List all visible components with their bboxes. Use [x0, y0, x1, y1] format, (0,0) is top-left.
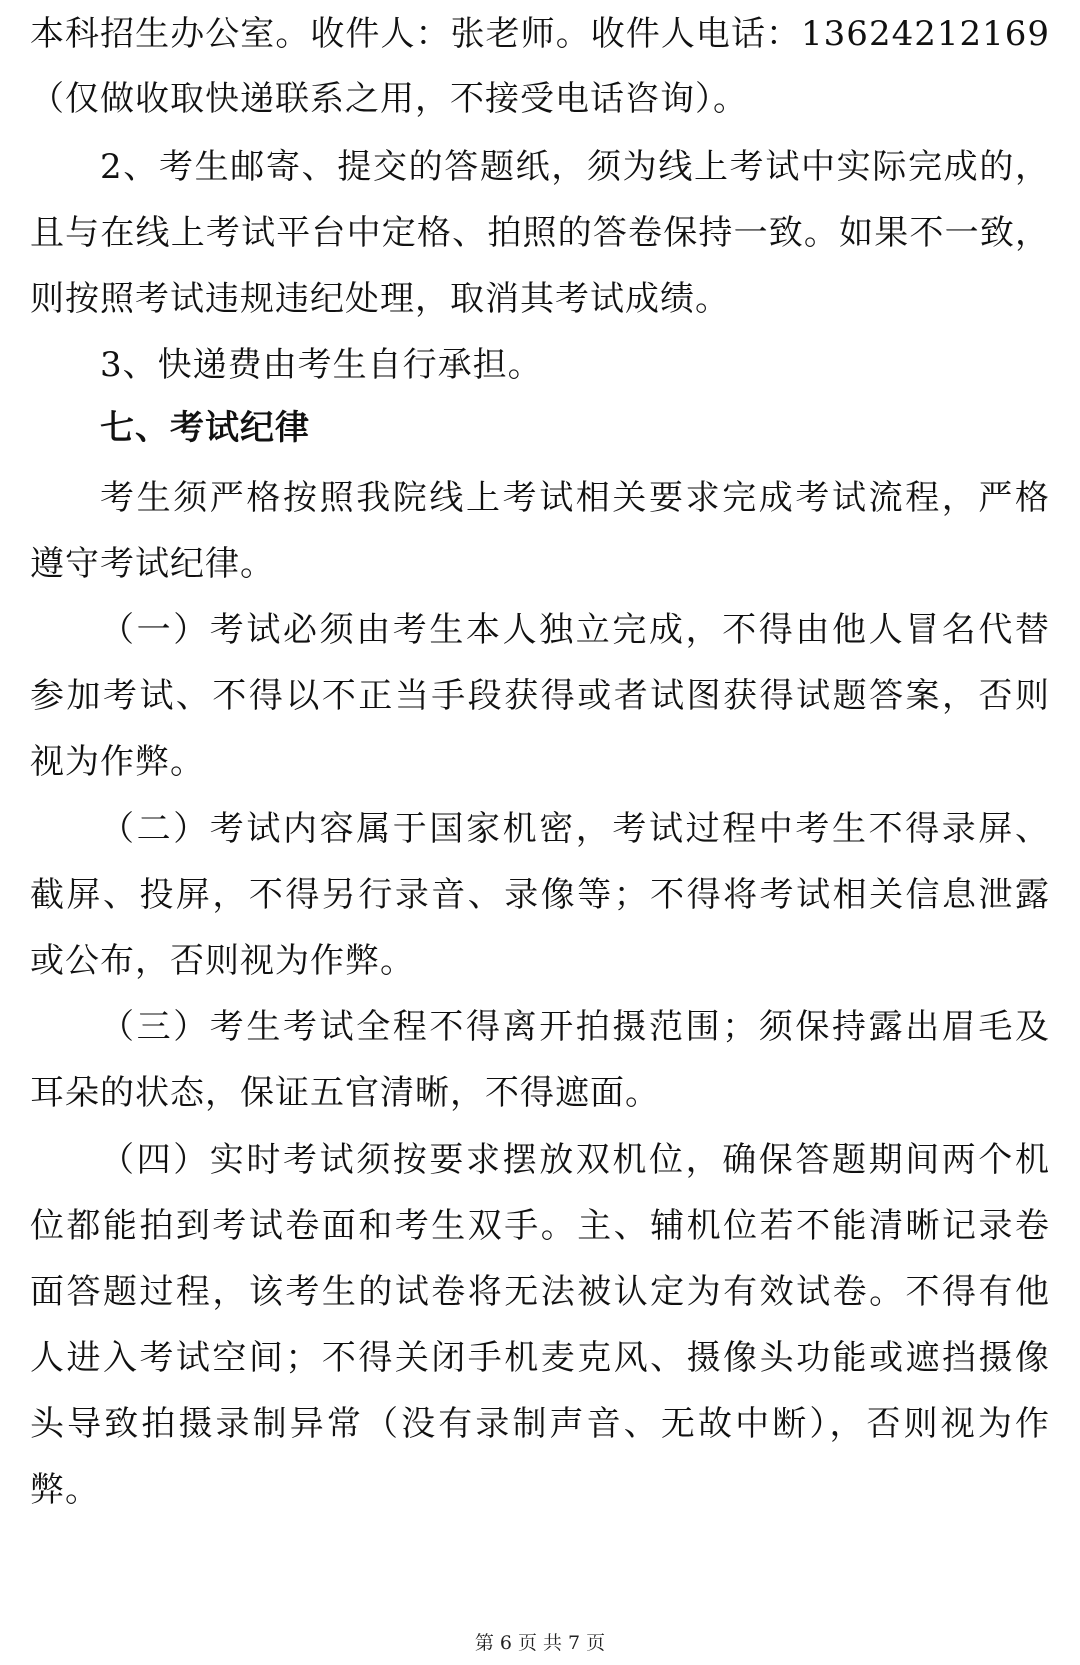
paragraph-line-13: （二）考试内容属于国家机密，考试过程中考生不得录屏、: [100, 809, 1050, 849]
paragraph-line-8: 考生须严格按照我院线上考试相关要求完成考试流程，严格: [100, 478, 1050, 518]
paragraph-line-16: （三）考生考试全程不得离开拍摄范围；须保持露出眉毛及: [100, 1007, 1050, 1047]
paragraph-line-17: 耳朵的状态，保证五官清晰，不得遮面。: [30, 1073, 660, 1113]
paragraph-line-9: 遵守考试纪律。: [30, 544, 275, 584]
paragraph-line-19: 位都能拍到考试卷面和考生双手。主、辅机位若不能清晰记录卷: [30, 1206, 1050, 1246]
paragraph-line-22: 头导致拍摄录制异常（没有录制声音、无故中断），否则视为作: [30, 1404, 1050, 1444]
paragraph-line-23: 弊。: [30, 1470, 100, 1510]
paragraph-line-14: 截屏、投屏，不得另行录音、录像等；不得将考试相关信息泄露: [30, 875, 1050, 915]
paragraph-line-5: 则按照考试违规违纪处理，取消其考试成绩。: [30, 279, 730, 319]
paragraph-line-18: （四）实时考试须按要求摆放双机位，确保答题期间两个机: [100, 1140, 1050, 1180]
paragraph-line-4: 且与在线上考试平台中定格、拍照的答卷保持一致。如果不一致，: [30, 213, 1050, 253]
paragraph-line-15: 或公布，否则视为作弊。: [30, 941, 415, 981]
paragraph-line-3: 2、考生邮寄、提交的答题纸，须为线上考试中实际完成的，: [100, 147, 1050, 187]
paragraph-line-10: （一）考试必须由考生本人独立完成，不得由他人冒名代替: [100, 610, 1050, 650]
paragraph-line-6: 3、快递费由考生自行承担。: [100, 345, 543, 385]
section-heading: 七、考试纪律: [100, 408, 310, 448]
paragraph-line-20: 面答题过程，该考生的试卷将无法被认定为有效试卷。不得有他: [30, 1272, 1050, 1312]
page-number-footer: 第 6 页 共 7 页: [474, 1632, 606, 1654]
paragraph-line-1: 本科招生办公室。收件人：张老师。收件人电话：13624212169: [30, 14, 1050, 54]
paragraph-line-12: 视为作弊。: [30, 742, 205, 782]
paragraph-line-11: 参加考试、不得以不正当手段获得或者试图获得试题答案，否则: [30, 676, 1050, 716]
paragraph-line-2: （仅做收取快递联系之用，不接受电话咨询）。: [30, 79, 748, 119]
paragraph-line-21: 人进入考试空间；不得关闭手机麦克风、摄像头功能或遮挡摄像: [30, 1338, 1050, 1378]
